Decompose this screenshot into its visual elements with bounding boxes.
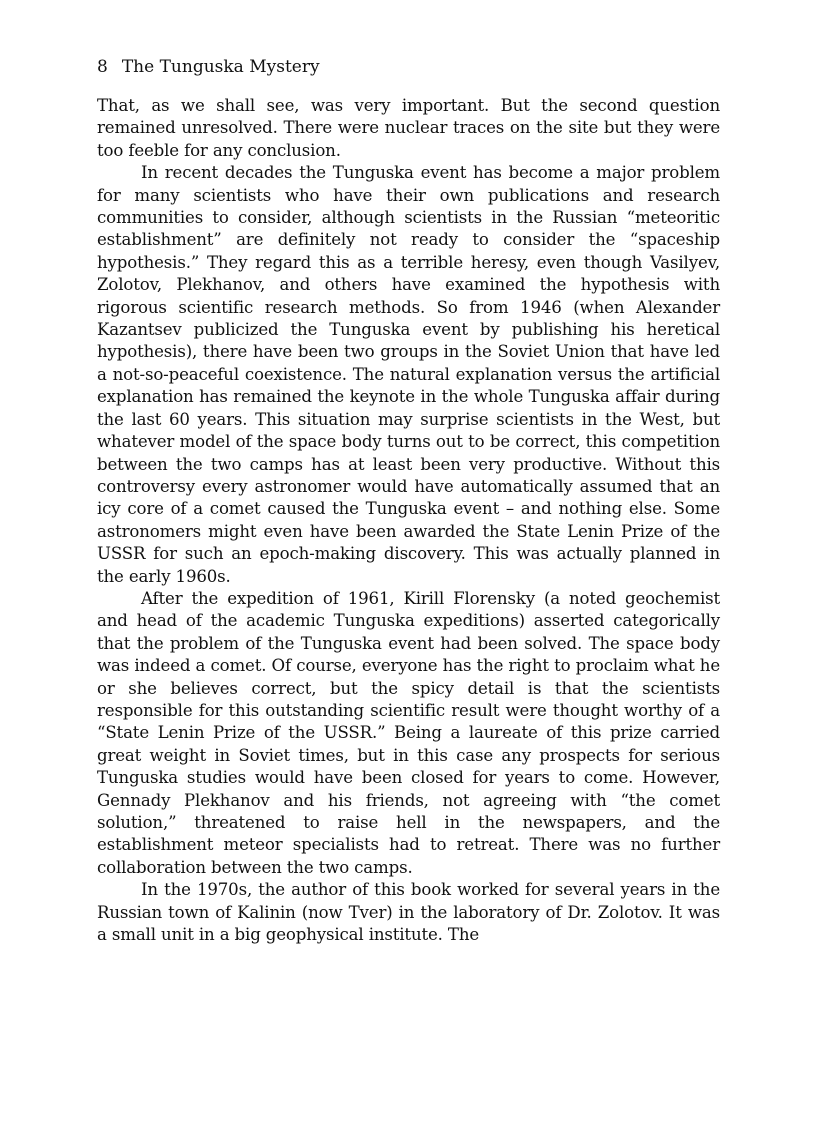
paragraph: After the expedition of 1961, Kirill Florensky (a noted geochemist and head of the academic Tunguska expeditions) asserted categorically that the problem of the Tunguska event had been solved. The space body was indeed a comet. Of course, everyone has the right to proclaim what he or she believes correct, but the spicy detail is that the scientists responsible for this outstanding scientific result were thought worthy of a “State Lenin Prize of the USSR.” Being a laureate of this prize carried great weight in Soviet times, but in this case any prospects for serious Tunguska studies would have been closed for years to come. However, Gennady Plekhanov and his friends, not agreeing with “the comet solution,” threatened to raise hell in the newspapers, and the establishment meteor specialists had to retreat. There was no further collaboration between the two camps. xyxy=(97,588,720,877)
body-text xyxy=(97,95,720,946)
paragraph: That, as we shall see, was very important. But the second question remained unresolved. There were nuclear traces on the site but they were too feeble for any conclusion. xyxy=(97,96,720,160)
running-title: The Tunguska Mystery xyxy=(121,57,320,77)
running-head xyxy=(97,56,320,78)
paragraph: In the 1970s, the author of this book worked for several years in the Russian town of Kalinin (now Tver) in the laboratory of Dr. Zolotov. It was a small unit in a big geophysical institute. The xyxy=(97,880,720,945)
page-number: 8 xyxy=(97,57,108,77)
paragraph: In recent decades the Tunguska event has become a major problem for many scientists who have their own publications and research communities to consider, although scientists in the Russian “meteoritic establishment” are definitely not ready to consider the “spaceship hypothesis.” They regard this as a terrible heresy, even though Vasilyev, Zolotov, Plekhanov, and others have examined the hypothesis with rigorous scientific research methods. So from 1946 (when Alexander Kazantsev publicized the Tunguska event by publishing his heretical hypothesis), there have been two groups in the Soviet Union that have led a not-so-peaceful coexistence. The natural explanation versus the artificial explanation has remained the keynote in the whole Tunguska affair during the last 60 years. This situation may surprise scientists in the West, but whatever model of the space body turns out to be correct, this competition between the two camps has at least been very productive. Without this controversy every astronomer would have automatically assumed that an icy core of a comet caused the Tunguska event – and nothing else. Some astronomers might even have been awarded the State Lenin Prize of the USSR for such an epoch-making discovery. This was actually planned in the early 1960s. xyxy=(97,163,720,586)
